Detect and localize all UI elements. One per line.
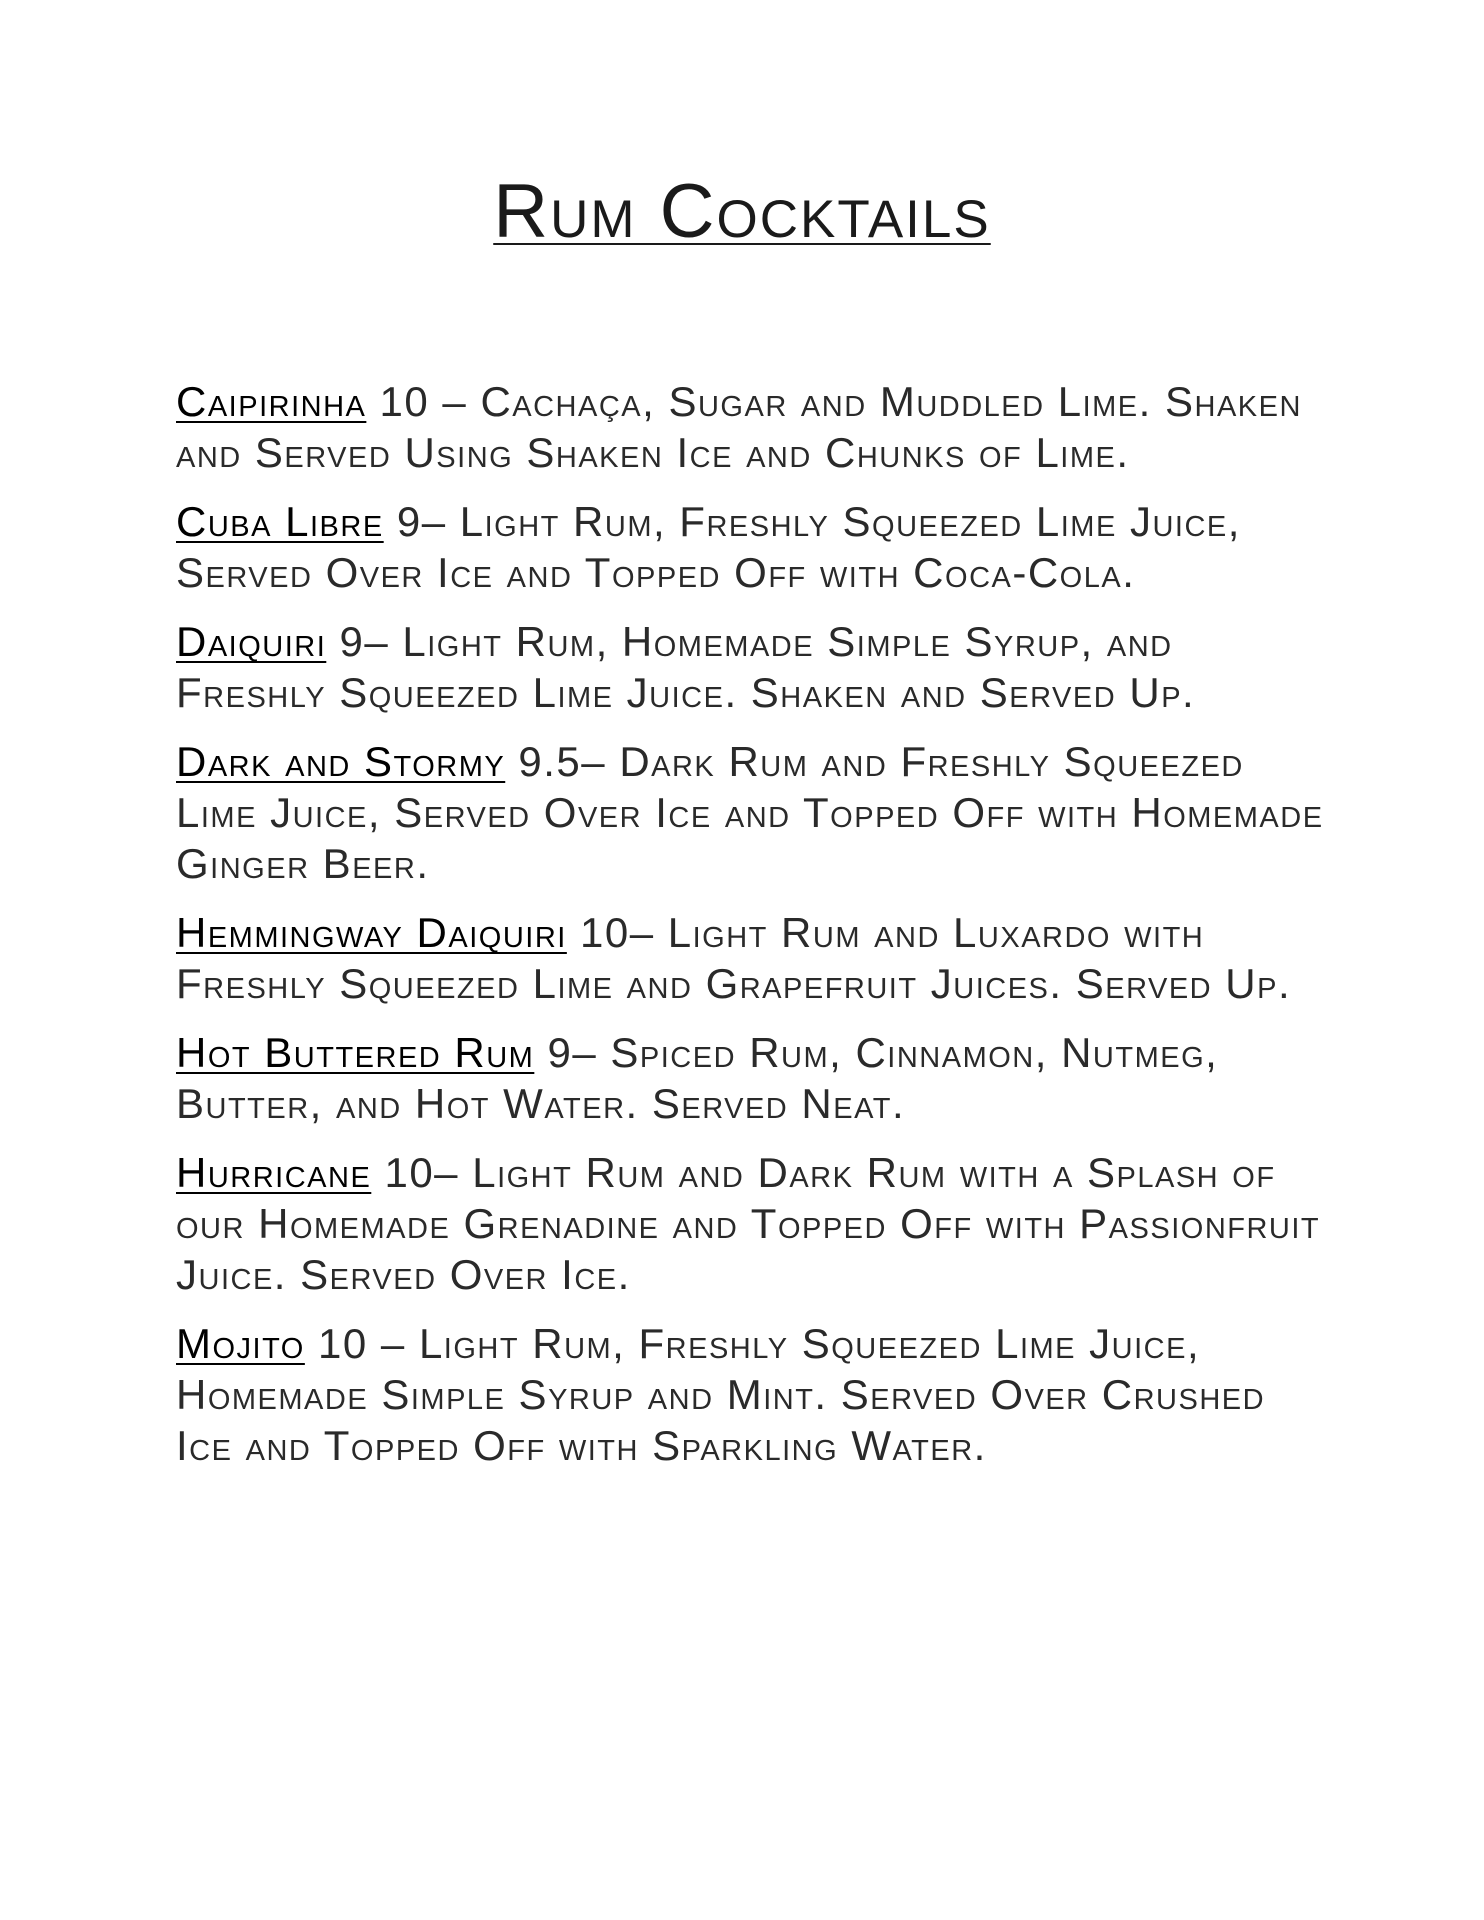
- list-item: [176, 736, 1326, 889]
- cocktail-name: Cuba Libre: [176, 498, 384, 545]
- cocktail-name: Daiquiri: [176, 618, 327, 665]
- cocktail-description: 10– Light Rum and Luxardo with Freshly Squeezed Lime and Grapefruit Juices. Served Up.: [176, 909, 1292, 1007]
- cocktail-name: Caipirinha: [176, 378, 367, 425]
- cocktail-name: Hot Buttered Rum: [176, 1029, 535, 1076]
- cocktail-name: Hurricane: [176, 1149, 372, 1196]
- list-item: [176, 1027, 1326, 1129]
- cocktail-list: [176, 376, 1326, 1489]
- cocktail-name: Mojito: [176, 1320, 305, 1367]
- cocktail-description: 10 – Light Rum, Freshly Squeezed Lime Juice, Homemade Simple Syrup and Mint. Served Over Crushed Ice and Topped Off with Sparkling Water.: [176, 1320, 1266, 1469]
- list-item: [176, 496, 1326, 598]
- list-item: [176, 376, 1326, 478]
- list-item: [176, 1147, 1326, 1300]
- cocktail-description: 10– Light Rum and Dark Rum with a Splash of our Homemade Grenadine and Topped Off with Passionfruit Juice. Served Over Ice.: [176, 1149, 1321, 1298]
- page-title: [0, 170, 1484, 254]
- cocktail-description: 10 – Cachaça, Sugar and Muddled Lime. Shaken and Served Using Shaken Ice and Chunks of Lime.: [176, 378, 1302, 476]
- list-item: [176, 907, 1326, 1009]
- cocktail-description: 9– Light Rum, Freshly Squeezed Lime Juice, Served Over Ice and Topped Off with Coca-Cola.: [176, 498, 1241, 596]
- cocktail-name: Dark and Stormy: [176, 738, 506, 785]
- cocktail-description: 9– Spiced Rum, Cinnamon, Nutmeg, Butter, and Hot Water. Served Neat.: [176, 1029, 1219, 1127]
- list-item: [176, 616, 1326, 718]
- cocktail-description: 9.5– Dark Rum and Freshly Squeezed Lime Juice, Served Over Ice and Topped Off with Homemade Ginger Beer.: [176, 738, 1324, 887]
- list-item: [176, 1318, 1326, 1471]
- page-title-text: Rum Cocktails: [493, 169, 991, 254]
- cocktail-description: 9– Light Rum, Homemade Simple Syrup, and Freshly Squeezed Lime Juice. Shaken and Served Up.: [176, 618, 1196, 716]
- cocktail-name: Hemmingway Daiquiri: [176, 909, 567, 956]
